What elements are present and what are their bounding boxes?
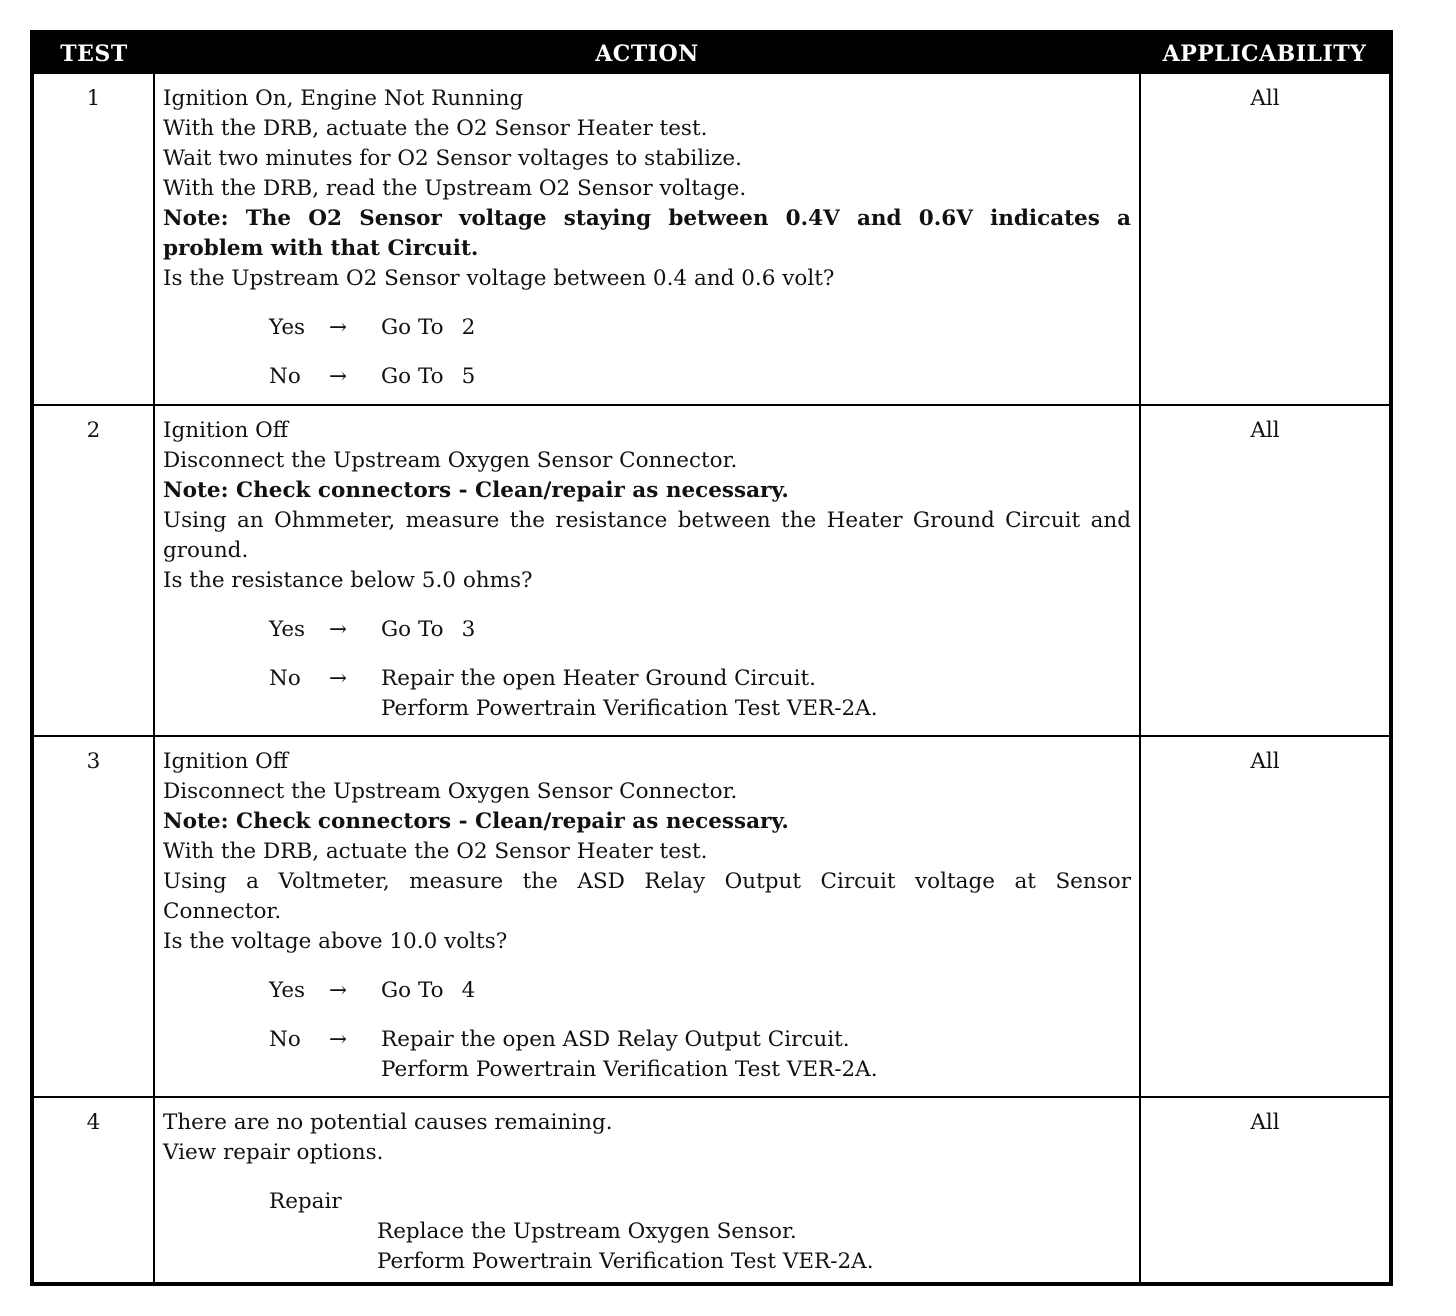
yes-label: Yes <box>269 978 306 1003</box>
arrow-right-icon: → <box>329 617 348 642</box>
diagnostic-test-table <box>30 30 1393 1286</box>
repair-label: Repair <box>269 1189 342 1214</box>
test-number: 2 <box>34 405 154 736</box>
no-result: Repair the open Heater Ground Circuit. <box>381 666 816 691</box>
note-text: Note: Check connectors - Clean/repair as necessary. <box>163 478 789 503</box>
test-number: 1 <box>34 74 154 405</box>
yes-outcome <box>163 976 1131 1006</box>
action-line: With the DRB, actuate the O2 Sensor Heater test. <box>163 116 708 141</box>
action-line: Wait two minutes for O2 Sensor voltages to stabilize. <box>163 146 742 171</box>
action-cell <box>154 74 1140 405</box>
question-text: Is the voltage above 10.0 volts? <box>163 929 508 954</box>
yes-outcome <box>163 313 1131 343</box>
header-action: ACTION <box>154 34 1140 74</box>
header-applicability: APPLICABILITY <box>1140 34 1389 74</box>
yes-label: Yes <box>269 617 306 642</box>
action-cell <box>154 736 1140 1097</box>
action-cell <box>154 405 1140 736</box>
action-line: There are no potential causes remaining. <box>163 1110 613 1135</box>
no-result: Repair the open ASD Relay Output Circuit. <box>381 1027 850 1052</box>
repair-step: Perform Powertrain Verification Test VER-2A. <box>377 1249 874 1274</box>
question-text: Is the Upstream O2 Sensor voltage between 0.4 and 0.6 volt? <box>163 266 835 291</box>
test-table <box>34 34 1389 1285</box>
action-line: With the DRB, actuate the O2 Sensor Heater test. <box>163 839 708 864</box>
no-label: No <box>269 666 301 691</box>
action-line: Ignition Off <box>163 749 289 774</box>
arrow-right-icon: → <box>329 666 348 691</box>
action-line: Using a Voltmeter, measure the ASD Relay Output Circuit voltage at Sensor <box>163 869 1131 894</box>
action-line: ground. <box>163 538 249 563</box>
header-test: TEST <box>34 34 154 74</box>
no-outcome <box>163 1025 1131 1085</box>
arrow-right-icon: → <box>329 1027 348 1052</box>
goto-target: 2 <box>461 315 476 340</box>
test-number: 3 <box>34 736 154 1097</box>
repair-step: Replace the Upstream Oxygen Sensor. <box>377 1219 797 1244</box>
goto-target: 4 <box>461 978 476 1003</box>
action-line: Ignition Off <box>163 418 289 443</box>
applicability-cell: All <box>1140 405 1389 736</box>
arrow-right-icon: → <box>329 315 348 340</box>
no-label: No <box>269 364 301 389</box>
applicability-cell: All <box>1140 736 1389 1097</box>
test-row-4 <box>34 1097 1389 1285</box>
goto-label: Go To <box>381 315 444 340</box>
action-line: Using an Ohmmeter, measure the resistance between the Heater Ground Circuit and <box>163 508 1131 533</box>
no-outcome <box>163 664 1131 724</box>
applicability-cell: All <box>1140 1097 1389 1285</box>
no-label: No <box>269 1027 301 1052</box>
action-line: View repair options. <box>163 1140 384 1165</box>
action-line: Connector. <box>163 899 282 924</box>
note-text: problem with that Circuit. <box>163 236 479 261</box>
action-line: Disconnect the Upstream Oxygen Sensor Connector. <box>163 779 738 804</box>
test-row-3 <box>34 736 1389 1097</box>
action-cell <box>154 1097 1140 1285</box>
goto-target: 5 <box>461 364 476 389</box>
note-text: Note: Check connectors - Clean/repair as necessary. <box>163 809 789 834</box>
action-line: Disconnect the Upstream Oxygen Sensor Connector. <box>163 448 738 473</box>
yes-label: Yes <box>269 315 306 340</box>
arrow-right-icon: → <box>329 978 348 1003</box>
test-row-1 <box>34 74 1389 405</box>
goto-label: Go To <box>381 364 444 389</box>
yes-outcome <box>163 615 1131 645</box>
question-text: Is the resistance below 5.0 ohms? <box>163 568 533 593</box>
test-number: 4 <box>34 1097 154 1285</box>
applicability-cell: All <box>1140 74 1389 405</box>
no-outcome <box>163 362 1131 392</box>
no-result: Perform Powertrain Verification Test VER-2A. <box>381 1057 878 1082</box>
header-row <box>34 34 1389 74</box>
goto-label: Go To <box>381 617 444 642</box>
action-line: With the DRB, read the Upstream O2 Sensor voltage. <box>163 176 747 201</box>
goto-target: 3 <box>461 617 476 642</box>
goto-label: Go To <box>381 978 444 1003</box>
arrow-right-icon: → <box>329 364 348 389</box>
test-row-2 <box>34 405 1389 736</box>
no-result: Perform Powertrain Verification Test VER-2A. <box>381 696 878 721</box>
action-line: Ignition On, Engine Not Running <box>163 86 524 111</box>
note-text: Note: The O2 Sensor voltage staying between 0.4V and 0.6V indicates a <box>163 206 1131 231</box>
